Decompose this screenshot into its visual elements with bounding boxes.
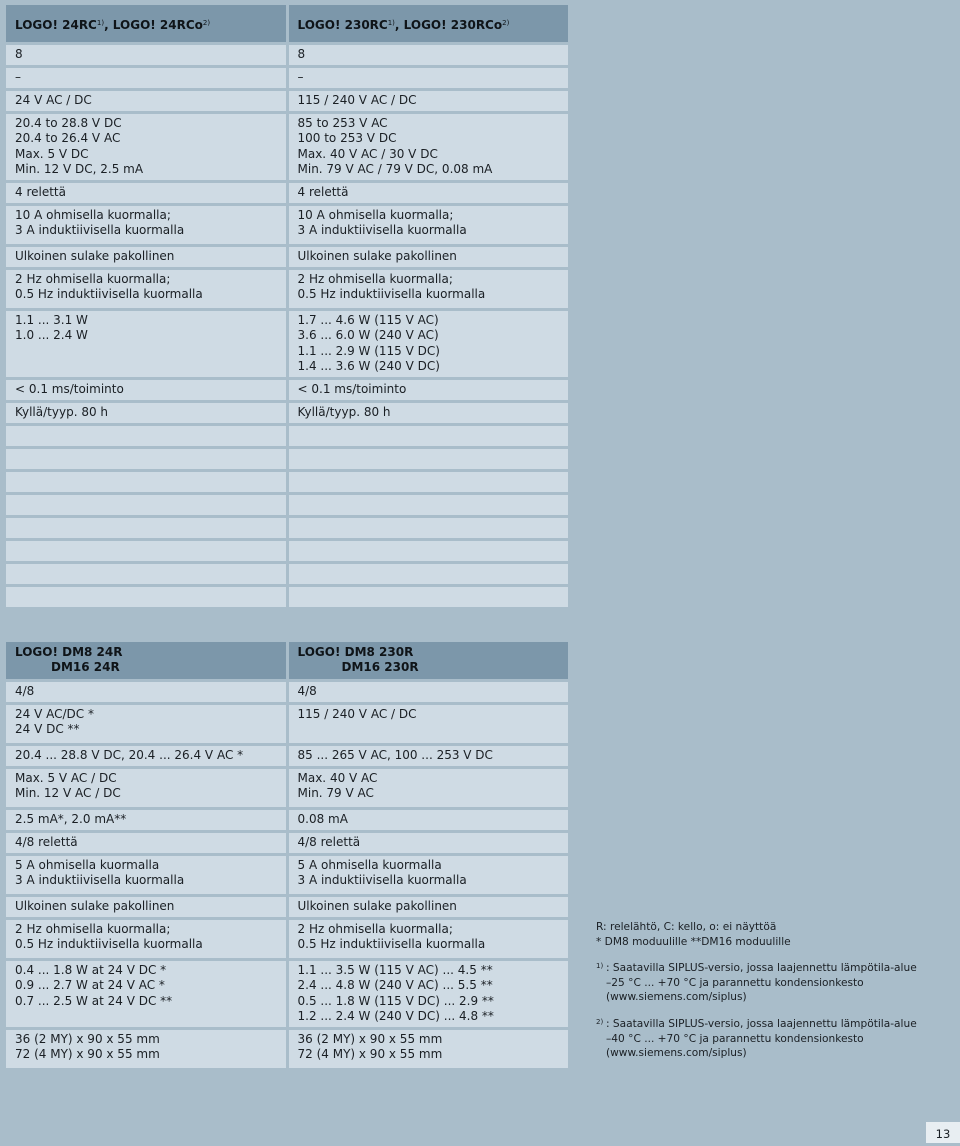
page-number: 13: [926, 1122, 960, 1143]
table-header: [6, 642, 568, 679]
spec-table-dm: [6, 642, 568, 1068]
spec-table-rc: [6, 5, 568, 607]
table-row-empty: [6, 449, 568, 469]
footnote-2: 2) : Saatavilla SIPLUS-versio, jossa laajennettu lämpötila-alue –40 °C ... +70 °C ja parannettu kondensionkesto (www.siemens.com/siplus): [596, 1017, 917, 1060]
legend-note: R: relelähtö, C: kello, o: ei näyttöä * DM8 moduulille **DM16 moduulille: [596, 921, 791, 948]
table-row: Max. 5 V AC / DC Min. 12 V AC / DC Max. 40 V AC Min. 79 V AC: [6, 769, 568, 807]
table-row-empty: [6, 564, 568, 584]
table-row: – –: [6, 68, 568, 88]
table-row: 20.4 to 28.8 V DC 20.4 to 26.4 V AC Max. 5 V DC Min. 12 V DC, 2.5 mA 85 to 253 V AC 100 to 253 V DC Max. 40 V AC / 30 V DC Min. 79 V AC / 79 V DC, 0.08 mA: [6, 114, 568, 180]
table-row-empty: [6, 587, 568, 607]
table-row: 2.5 mA*, 2.0 mA** 0.08 mA: [6, 810, 568, 830]
table-row-empty: [6, 541, 568, 561]
header-left: LOGO! 24RC$^{1)}$, LOGO! 24RCo$^{2)}$: [6, 5, 286, 42]
table-row-empty: [6, 518, 568, 538]
table-row-empty: [6, 495, 568, 515]
table-row-empty: [6, 426, 568, 446]
table-row: Ulkoinen sulake pakollinen Ulkoinen sulake pakollinen: [6, 897, 568, 917]
table-row: 8 8: [6, 45, 568, 65]
table-row-empty: [6, 472, 568, 492]
table-row: 4/8 relettä 4/8 relettä: [6, 833, 568, 853]
table-row: 2 Hz ohmisella kuormalla; 0.5 Hz induktiivisella kuormalla 2 Hz ohmisella kuormalla; 0.5 Hz induktiivisella kuormalla: [6, 270, 568, 308]
table-row: Ulkoinen sulake pakollinen Ulkoinen sulake pakollinen: [6, 247, 568, 267]
header-right: LOGO! DM8 230R DM16 230R: [289, 642, 569, 679]
table-row: 0.4 ... 1.8 W at 24 V DC * 0.9 ... 2.7 W at 24 V AC * 0.7 ... 2.5 W at 24 V DC ** 1.1 ... 3.5 W (115 V AC) ... 4.5 ** 2.4 ... 4.8 W (240 V AC) ... 5.5 ** 0.5 ... 1.8 W (115 V DC) ... 2.9 ** 1.2 ... 2.4 W (240 V DC) ... 4.8 **: [6, 961, 568, 1027]
table-row: 5 A ohmisella kuormalla 3 A induktiivisella kuormalla 5 A ohmisella kuormalla 3 A induktiivisella kuormalla: [6, 856, 568, 894]
table-row: 10 A ohmisella kuormalla; 3 A induktiivisella kuormalla 10 A ohmisella kuormalla; 3 A induktiivisella kuormalla: [6, 206, 568, 244]
header-left: LOGO! DM8 24R DM16 24R: [6, 642, 286, 679]
table-row: 24 V AC / DC 115 / 240 V AC / DC: [6, 91, 568, 111]
table-row: 20.4 ... 28.8 V DC, 20.4 ... 26.4 V AC * 85 ... 265 V AC, 100 ... 253 V DC: [6, 746, 568, 766]
footnote-1: 1) : Saatavilla SIPLUS-versio, jossa laajennettu lämpötila-alue –25 °C ... +70 °C ja parannettu kondensionkesto (www.siemens.com/siplus): [596, 962, 917, 1004]
footnotes: [596, 920, 956, 1073]
table-row: 24 V AC/DC * 24 V DC ** 115 / 240 V AC / DC: [6, 705, 568, 743]
header-right: LOGO! 230RC$^{1)}$, LOGO! 230RCo$^{2)}$: [289, 5, 569, 42]
table-row: 2 Hz ohmisella kuormalla; 0.5 Hz induktiivisella kuormalla 2 Hz ohmisella kuormalla; 0.5 Hz induktiivisella kuormalla: [6, 920, 568, 958]
table-row: < 0.1 ms/toiminto < 0.1 ms/toiminto: [6, 380, 568, 400]
table-row: 4 relettä 4 relettä: [6, 183, 568, 203]
table-row: 4/8 4/8: [6, 682, 568, 702]
table-row: 1.1 ... 3.1 W 1.0 ... 2.4 W 1.7 ... 4.6 W (115 V AC) 3.6 ... 6.0 W (240 V AC) 1.1 ... 2.9 W (115 V DC) 1.4 ... 3.6 W (240 V DC): [6, 311, 568, 377]
table-header: [6, 5, 568, 42]
table-row: 36 (2 MY) x 90 x 55 mm 72 (4 MY) x 90 x 55 mm 36 (2 MY) x 90 x 55 mm 72 (4 MY) x 90 x 55 mm: [6, 1030, 568, 1068]
table-row: Kyllä/tyyp. 80 h Kyllä/tyyp. 80 h: [6, 403, 568, 423]
